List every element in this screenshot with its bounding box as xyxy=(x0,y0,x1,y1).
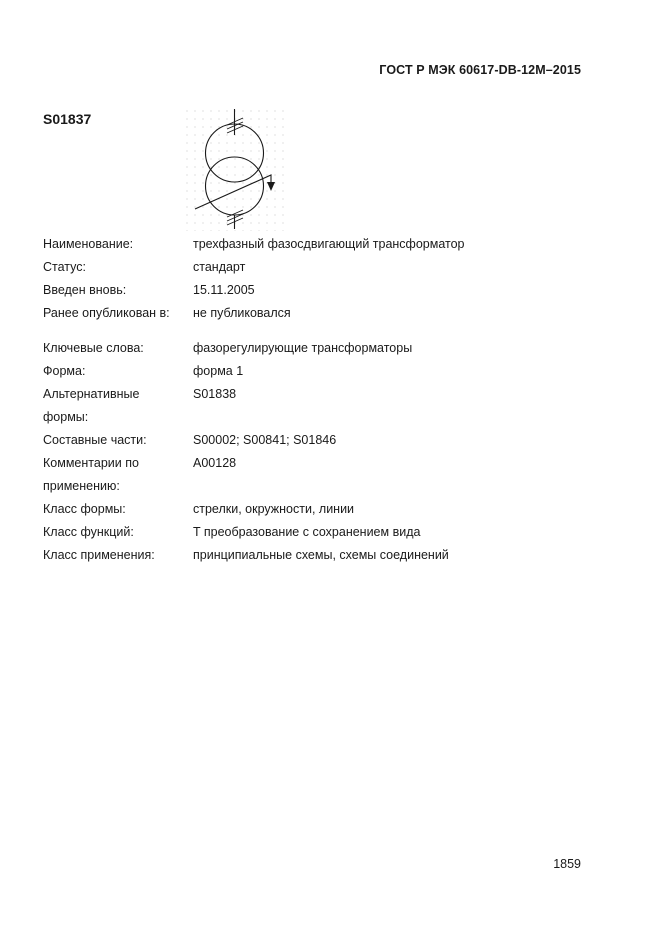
property-row-components xyxy=(43,429,603,452)
property-row-introduced xyxy=(43,279,603,302)
property-label: Класс применения: xyxy=(43,548,155,562)
symbol-id: S01837 xyxy=(43,111,92,127)
symbol-properties-table xyxy=(43,233,603,567)
property-value: 15.11.2005 xyxy=(193,283,255,297)
page-number: 1859 xyxy=(553,857,581,871)
property-label: Наименование: xyxy=(43,237,134,251)
property-row-function-class xyxy=(43,521,603,544)
property-label: Альтернативные xyxy=(43,387,140,401)
property-label: Форма: xyxy=(43,364,86,378)
property-value: T преобразование с сохранением вида xyxy=(193,525,421,539)
property-label: формы: xyxy=(43,410,89,424)
property-row-status xyxy=(43,256,603,279)
property-value: S00002; S00841; S01846 xyxy=(193,433,337,447)
property-row-form xyxy=(43,360,603,383)
property-row-previously-published xyxy=(43,302,603,325)
property-value: S01838 xyxy=(193,387,237,401)
property-value: принципиальные схемы, схемы соединений xyxy=(193,548,449,562)
property-label: Ключевые слова: xyxy=(43,341,144,355)
property-label: Ранее опубликован в: xyxy=(43,306,170,320)
phase-shifting-transformer-symbol-icon xyxy=(183,107,286,231)
property-label: Класс формы: xyxy=(43,502,126,516)
property-value: A00128 xyxy=(193,456,237,470)
property-value: стрелки, окружности, линии xyxy=(193,502,355,516)
property-value: фазорегулирующие трансформаторы xyxy=(193,341,413,355)
document-header-standard: ГОСТ Р МЭК 60617-DB-12M–2015 xyxy=(379,63,581,77)
property-label: Введен вновь: xyxy=(43,283,127,297)
property-value: форма 1 xyxy=(193,364,244,378)
property-label: Статус: xyxy=(43,260,86,274)
property-row-application-class xyxy=(43,544,603,567)
property-row-alternative-forms xyxy=(43,383,603,406)
property-row-keywords xyxy=(43,337,603,360)
property-label: применению: xyxy=(43,479,120,493)
property-value: стандарт xyxy=(193,260,246,274)
property-label: Комментарии по xyxy=(43,456,139,470)
property-row-alternative-forms-cont xyxy=(43,406,603,429)
property-value: трехфазный фазосдвигающий трансформатор xyxy=(193,237,465,251)
property-value xyxy=(193,475,603,498)
property-value xyxy=(193,406,603,429)
property-label: Составные части: xyxy=(43,433,147,447)
property-label: Класс функций: xyxy=(43,525,134,539)
property-row-name xyxy=(43,233,603,256)
property-row-application-notes xyxy=(43,452,603,475)
property-row-shape-class xyxy=(43,498,603,521)
property-row-application-notes-cont xyxy=(43,475,603,498)
property-value: не публиковался xyxy=(193,306,291,320)
